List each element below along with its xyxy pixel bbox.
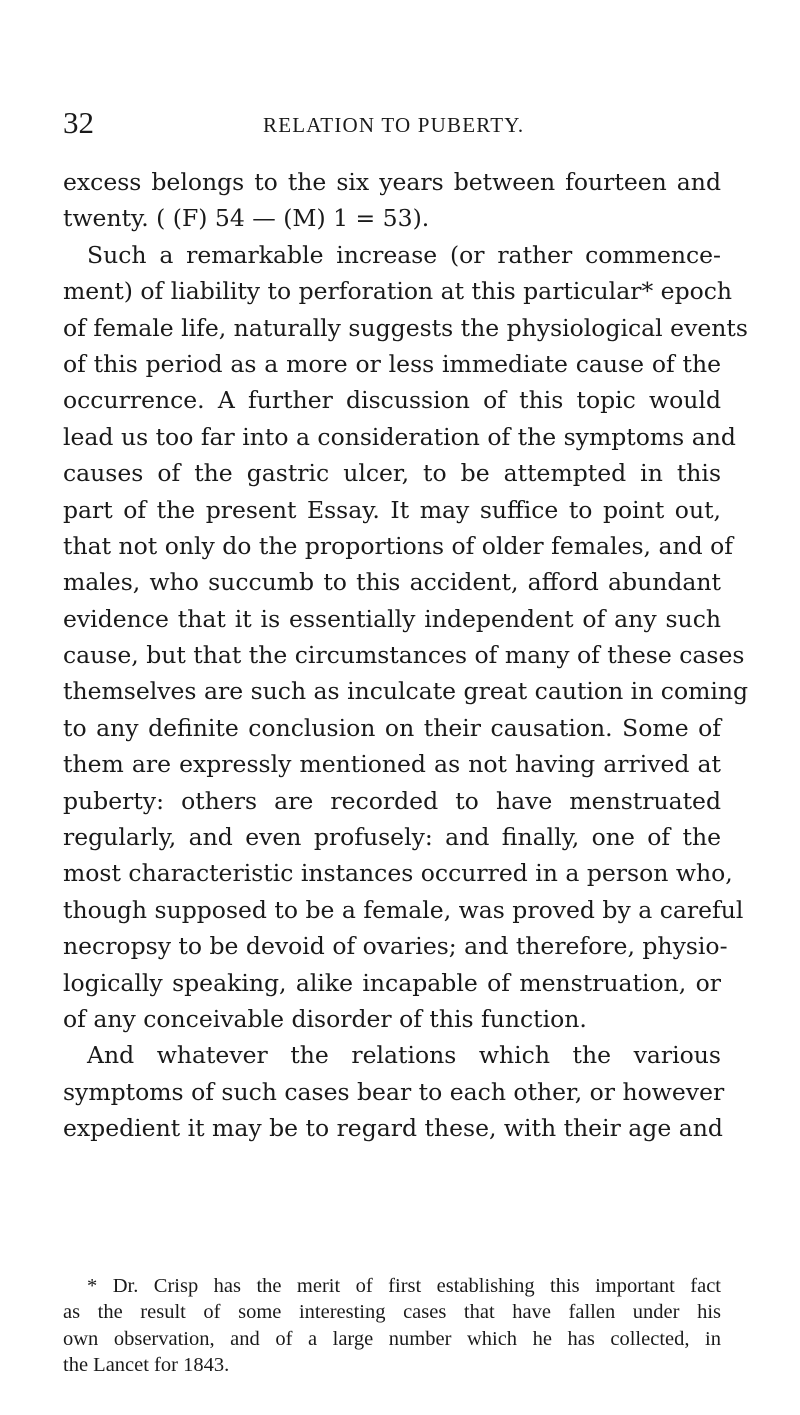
text-line: necropsy to be devoid of ovaries; and therefore, physio- <box>63 932 728 961</box>
footnote-line: * Dr. Crisp has the merit of first establishing this important fact <box>87 1275 721 1297</box>
text-line: occurrence. A further discussion of this topic would <box>63 386 721 415</box>
text-line: of this period as a more or less immediate cause of the <box>63 349 721 378</box>
text-line: excess belongs to the six years between fourteen and <box>63 168 721 196</box>
text-line: most characteristic instances occurred in a person who, <box>63 859 733 888</box>
text-line: males, who succumb to this accident, afford abundant <box>63 568 721 597</box>
text-line: puberty: others are recorded to have menstruated <box>63 786 721 815</box>
text-line: though supposed to be a female, was proved by a careful <box>63 895 744 924</box>
text-line: of any conceivable disorder of this function. <box>63 1004 587 1033</box>
text-line: evidence that it is essentially independent of any such <box>63 604 721 633</box>
text-line: Such a remarkable increase (or rather commence- <box>87 240 721 269</box>
text-line: of female life, naturally suggests the physiological events <box>63 313 748 342</box>
text-line: that not only do the proportions of older females, and of <box>63 531 733 560</box>
text-line: And whatever the relations which the various <box>87 1041 721 1070</box>
footnote-line: as the result of some interesting cases that have fallen under his <box>63 1301 721 1324</box>
text-line: regularly, and even profusely: and finally, one of the <box>63 823 721 852</box>
footnote-line: the Lancet for 1843. <box>63 1353 230 1376</box>
page-number: 32 <box>63 105 94 140</box>
page-header <box>63 103 723 143</box>
body-text <box>63 164 749 1147</box>
text-line: twenty. ( (F) 54 — (M) 1 = 53). <box>63 204 430 233</box>
text-line: cause, but that the circumstances of many of these cases <box>63 641 745 670</box>
text-line: causes of the gastric ulcer, to be attempted in this <box>63 459 721 488</box>
text-line: ment) of liability to perforation at this particular* epoch <box>63 277 733 306</box>
footnote <box>63 1273 721 1378</box>
text-line: part of the present Essay. It may suffice to point out, <box>63 495 721 524</box>
text-line: logically speaking, alike incapable of menstruation, or <box>63 968 721 997</box>
text-line: to any definite conclusion on their causation. Some of <box>63 713 721 742</box>
text-line: expedient it may be to regard these, with their age and <box>63 1114 723 1143</box>
text-line: themselves are such as inculcate great caution in coming <box>63 677 749 706</box>
text-line: them are expressly mentioned as not having arrived at <box>63 750 721 779</box>
text-line: lead us too far into a consideration of the symptoms and <box>63 422 736 451</box>
text-line: symptoms of such cases bear to each other, or however <box>63 1077 725 1106</box>
footnote-line: own observation, and of a large number which he has collected, in <box>63 1327 721 1350</box>
running-head: RELATION TO PUBERTY. <box>263 113 525 137</box>
